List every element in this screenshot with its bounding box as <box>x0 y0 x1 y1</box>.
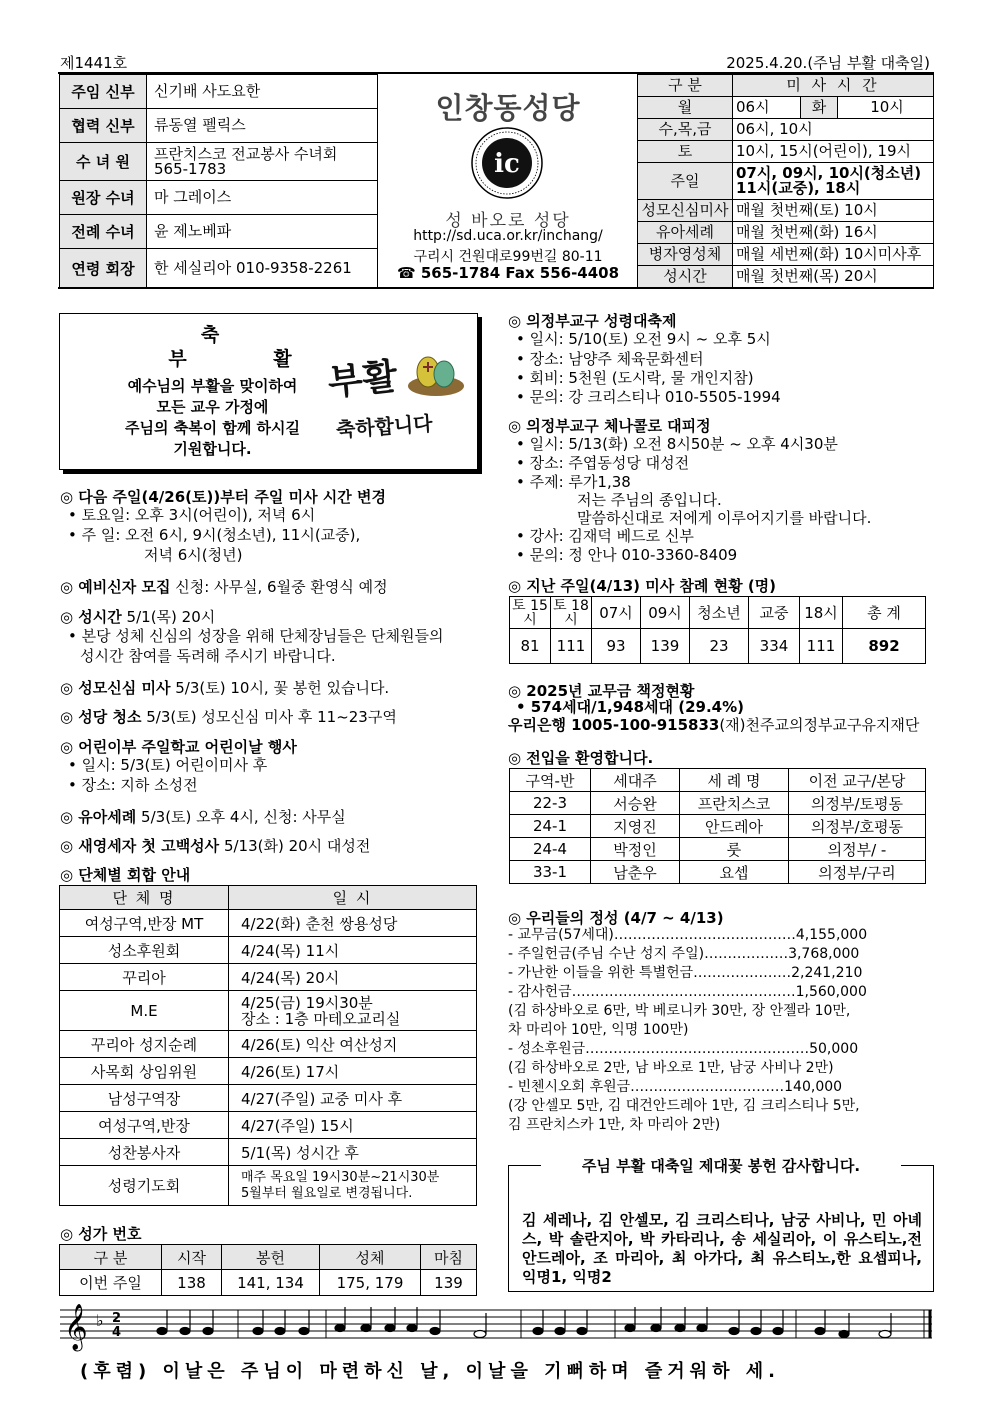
notice-line: • 일시: 5/13(화) 오전 8시50분 ~ 오후 4시30분 <box>516 435 838 453</box>
notice-line: • 장소: 남양주 체육문화센터 <box>516 350 704 368</box>
staff-name: 한 세실리아 010-9358-2261 <box>147 249 378 288</box>
notice-title: ◎ 성당 청소 <box>60 708 142 726</box>
staff-name: 마 그레이스 <box>147 181 378 215</box>
notice-line: • 주제: 루가1,38 <box>516 473 631 491</box>
easter-message-line: 주님의 축복이 함께 하시길 <box>124 419 301 437</box>
mass-row <box>638 244 934 266</box>
staff-row <box>60 215 378 249</box>
meeting-time <box>229 991 477 1031</box>
notice-line: • 강사: 김재덕 베드로 신부 <box>516 527 694 545</box>
table-row <box>60 1085 477 1112</box>
notice-marian-mass <box>60 677 389 698</box>
notice-line: • 토요일: 오후 3시(어린이), 저녁 6시 <box>68 506 316 524</box>
welcome-cell: 의정부/토평동 <box>789 792 926 815</box>
meeting-group: 성령기도회 <box>60 1166 229 1206</box>
mass-label: 화 <box>801 97 838 119</box>
meetings-header <box>60 886 477 910</box>
staff-row <box>60 143 378 181</box>
welcome-header-cell: 구역-반 <box>510 769 591 792</box>
welcome-table <box>509 768 926 884</box>
offering-line: - 가난한 이들을 위한 특별헌금…………………2,241,210 <box>508 965 863 981</box>
notice-infant-baptism <box>60 806 346 827</box>
mass-label: 병자영성체 <box>638 244 733 266</box>
bank-owner: (재)천주교의정부교구유지재단 <box>719 716 920 734</box>
welcome-cell: 프란치스코 <box>680 792 789 815</box>
mass-row <box>638 141 934 163</box>
mass-label: 토 <box>638 141 733 163</box>
meeting-group: M.E <box>60 991 229 1031</box>
notice-holy-hour <box>60 606 215 627</box>
offering-line: - 교무금(57세대)…………………………………4,155,000 <box>508 927 868 943</box>
issue-date: 2025.4.20.(주님 부활 대축일) <box>726 54 930 72</box>
meetings-header-group: 단 체 명 <box>60 886 229 910</box>
mass-row <box>638 266 934 288</box>
parish-url[interactable]: http://sd.uca.or.kr/inchang/ <box>413 228 603 244</box>
flower-thanks-title: 주님 부활 대축일 제대꽃 봉헌 감사합니다. <box>541 1154 901 1178</box>
notice-text: 5/3(토) 오후 4시, 신청: 사무실 <box>136 808 346 826</box>
hymn-cell: 175, 179 <box>320 1270 421 1296</box>
notice-dues-line: • 574세대/1,948세대 (29.4%) <box>516 698 744 716</box>
notice-line: • 문의: 강 크리스티나 010-5505-1994 <box>516 388 781 406</box>
notice-title: ◎ 예비신자 모집 <box>60 578 171 596</box>
welcome-cell: 33-1 <box>510 861 591 884</box>
attendance-header-cell: 총 계 <box>843 597 926 629</box>
notice-catechumen <box>60 576 388 597</box>
meeting-time: 4/22(화) 춘천 쌍용성당 <box>229 910 477 937</box>
parish-logo-icon <box>471 127 543 199</box>
notice-welcome-title: ◎ 전입을 환영합니다. <box>508 749 654 767</box>
notice-line: • 장소: 지하 소성전 <box>68 776 198 794</box>
easter-image-text-2: 축하합니다 <box>335 411 434 442</box>
offering-line: (김 하상바오로 6만, 박 베로니카 30만, 장 안젤라 10만, <box>508 1003 851 1019</box>
hymn-header: 마침 <box>421 1245 477 1270</box>
mass-label: 수,목,금 <box>638 119 733 141</box>
mass-value: 06시, 10시 <box>733 119 934 141</box>
mass-value <box>733 163 934 200</box>
mass-value: 매월 첫번째(토) 10시 <box>733 200 934 222</box>
welcome-cell: 요셉 <box>680 861 789 884</box>
welcome-cell: 박정인 <box>591 838 680 861</box>
time-signature-top: 2 <box>112 1311 122 1326</box>
staff-name <box>147 143 378 181</box>
notice-text: 5/3(토) 10시, 꽃 봉헌 있습니다. <box>170 679 390 697</box>
notice-line: 저는 주님의 종입니다. <box>577 491 722 509</box>
mass-row <box>638 119 934 141</box>
flower-thanks-box <box>508 1157 934 1292</box>
meeting-time-line: 4/25(금) 19시30분 <box>241 993 373 1012</box>
offering-line: - 빈첸시오회 후원금……………………………140,000 <box>508 1079 843 1095</box>
meeting-group: 여성구역,반장 <box>60 1112 229 1139</box>
treble-clef-icon: 𝄞 <box>64 1304 88 1350</box>
mass-row <box>638 200 934 222</box>
meeting-time: 4/26(토) 익산 여산성지 <box>229 1031 477 1058</box>
staff-name-line2: 565-1783 <box>154 159 227 178</box>
staff-table <box>59 74 378 288</box>
mass-value-line1: 07시, 09시, 10시(청소년) <box>736 164 922 182</box>
attendance-header-cell: 18시 <box>800 597 843 629</box>
staff-row <box>60 75 378 109</box>
parish-phone: ☎ 565-1784 Fax 556-4408 <box>396 264 620 282</box>
mass-value: 06시 <box>733 97 801 119</box>
mass-label: 월 <box>638 97 733 119</box>
welcome-cell: 의정부/ - <box>789 838 926 861</box>
table-row <box>60 1166 477 1206</box>
notice-text: 5/1(목) 20시 <box>121 608 216 626</box>
header-bottom-divider <box>58 287 934 289</box>
staff-name-line1: 프란치스코 전교봉사 수녀회 <box>154 144 338 163</box>
table-row <box>60 964 477 991</box>
table-row <box>510 861 926 884</box>
meeting-group: 사목회 상임위원 <box>60 1058 229 1085</box>
hymn-header: 구 분 <box>60 1245 162 1270</box>
notice-text: 5/13(화) 20시 대성전 <box>219 837 371 855</box>
issue-number: 제1441호 <box>60 54 128 72</box>
mass-value: 10시 <box>838 97 934 119</box>
notice-cleaning <box>60 706 397 727</box>
mass-label: 주일 <box>638 163 733 200</box>
table-row <box>60 937 477 964</box>
offering-line: 김 프란치스카 1만, 차 마리아 2만) <box>508 1117 721 1133</box>
offering-line: - 감사헌금…………………………………………1,560,000 <box>508 984 867 1000</box>
meeting-group: 꾸리아 <box>60 964 229 991</box>
offering-line: (강 안셀모 5만, 김 대건안드레아 1만, 김 크리스티나 5만, <box>508 1098 860 1114</box>
logo-text: ic <box>494 149 520 179</box>
attendance-header <box>510 597 926 629</box>
table-row <box>510 792 926 815</box>
notice-title: ◎ 성모신심 미사 <box>60 679 171 697</box>
hymns-header <box>60 1245 477 1270</box>
meeting-time: 4/24(목) 11시 <box>229 937 477 964</box>
attendance-cell: 139 <box>641 629 690 664</box>
welcome-cell: 22-3 <box>510 792 591 815</box>
welcome-cell: 룻 <box>680 838 789 861</box>
time-signature-bottom: 4 <box>112 1325 122 1340</box>
attendance-cell: 23 <box>690 629 749 664</box>
notice-dues-title: ◎ 2025년 교무금 책정현황 <box>508 682 695 700</box>
easter-message-line: 모든 교우 가정에 <box>156 398 269 416</box>
notice-line: 저녁 6시(청년) <box>144 546 243 564</box>
attendance-cell: 111 <box>800 629 843 664</box>
welcome-cell: 서승완 <box>591 792 680 815</box>
welcome-cell: 남춘우 <box>591 861 680 884</box>
notice-spirit-festival-title: ◎ 의정부교구 성령대축제 <box>508 312 677 330</box>
notice-offerings-title: ◎ 우리들의 정성 (4/7 ~ 4/13) <box>508 909 724 927</box>
notice-line: • 일시: 5/10(토) 오전 9시 ~ 오후 5시 <box>516 330 771 348</box>
offering-line: - 주일헌금(주님 수난 성지 주일)………………3,768,000 <box>508 946 860 962</box>
mass-header-left: 구 분 <box>638 75 733 97</box>
mass-label: 성시간 <box>638 266 733 288</box>
easter-title-2: 부 활 <box>168 348 332 370</box>
welcome-header-cell: 세 례 명 <box>680 769 789 792</box>
easter-egg-illustration <box>318 342 468 462</box>
notice-line: • 본당 성체 신심의 성장을 위해 단체장님들은 단체원들의 <box>68 627 444 645</box>
hymn-header: 시작 <box>162 1245 222 1270</box>
staff-role: 원장 수녀 <box>60 181 147 215</box>
meeting-time: 4/27(주일) 15시 <box>229 1112 477 1139</box>
flat-icon: ♭ <box>96 1311 104 1330</box>
notice-line: • 문의: 정 안나 010-3360-8409 <box>516 546 738 564</box>
staff-row <box>60 181 378 215</box>
patron-saint: 성 바오로 성당 <box>445 211 571 231</box>
notice-mass-change-title: ◎ 다음 주일(4/26(토))부터 주일 미사 시간 변경 <box>60 488 386 506</box>
mass-value-line2: 11시(교중), 18시 <box>736 179 861 197</box>
offering-line: - 성소후원금…………………………………………50,000 <box>508 1041 859 1057</box>
attendance-cell: 93 <box>592 629 641 664</box>
meeting-time <box>229 1166 477 1206</box>
attendance-header-cell: 토 15시 <box>510 597 551 629</box>
notice-text: 신청: 사무실, 6월중 환영식 예정 <box>170 578 388 596</box>
hymns-table <box>59 1244 477 1296</box>
meeting-time: 4/27(주일) 교중 미사 후 <box>229 1085 477 1112</box>
notice-line: 성시간 참여를 독려해 주시기 바랍니다. <box>80 647 336 665</box>
attendance-header-cell: 토 18시 <box>551 597 592 629</box>
welcome-cell: 지영진 <box>591 815 680 838</box>
notice-line: • 장소: 주엽동성당 대성전 <box>516 454 690 472</box>
staff-name: 윤 제노베파 <box>147 215 378 249</box>
mass-value: 매월 첫번째(화) 16시 <box>733 222 934 244</box>
meetings-table <box>59 885 477 1206</box>
bank-account: 우리은행 1005-100-915833 <box>508 716 720 734</box>
meeting-time: 4/26(토) 17시 <box>229 1058 477 1085</box>
welcome-header-cell: 이전 교구/본당 <box>789 769 926 792</box>
parish-address: 구리시 건원대로99번길 80-11 <box>413 249 603 265</box>
parish-name: 인창동성당 <box>435 91 581 125</box>
notice-title: ◎ 유아세례 <box>60 808 137 826</box>
notice-attendance-title: ◎ 지난 주일(4/13) 미사 참례 현황 (명) <box>508 577 777 595</box>
hymn-cell: 139 <box>421 1270 477 1296</box>
staff-row <box>60 109 378 143</box>
notice-text: 5/3(토) 성모신심 미사 후 11~23구역 <box>141 708 397 726</box>
staff-role: 협력 신부 <box>60 109 147 143</box>
attendance-table <box>509 596 926 664</box>
notice-hymns-title: ◎ 성가 번호 <box>60 1225 142 1243</box>
notice-line: • 회비: 5천원 (도시락, 물 개인지참) <box>516 369 754 387</box>
attendance-header-cell: 청소년 <box>690 597 749 629</box>
hymn-header: 봉헌 <box>222 1245 320 1270</box>
staff-role: 전례 수녀 <box>60 215 147 249</box>
meetings-header-time: 일 시 <box>229 886 477 910</box>
easter-title-1: 축 <box>200 324 220 346</box>
mass-times-table <box>637 74 934 288</box>
mass-header-right: 미 사 시 간 <box>733 75 934 97</box>
table-row <box>60 1031 477 1058</box>
attendance-header-cell: 07시 <box>592 597 641 629</box>
table-row <box>60 1139 477 1166</box>
staff-role: 주임 신부 <box>60 75 147 109</box>
meeting-time: 4/24(목) 20시 <box>229 964 477 991</box>
notice-line: • 일시: 5/3(토) 어린이미사 후 <box>68 756 268 774</box>
welcome-cell: 안드레아 <box>680 815 789 838</box>
notice-first-confession <box>60 835 370 856</box>
easter-message-line: 기원합니다. <box>173 440 252 458</box>
notice-children-day-title: ◎ 어린이부 주일학교 어린이날 행사 <box>60 738 297 756</box>
welcome-cell: 의정부/호평동 <box>789 815 926 838</box>
attendance-cell: 81 <box>510 629 551 664</box>
hymn-cell: 141, 134 <box>222 1270 320 1296</box>
mass-row <box>638 97 934 119</box>
easter-message <box>70 376 355 460</box>
hymn-cell: 138 <box>162 1270 222 1296</box>
meeting-time: 5/1(목) 성시간 후 <box>229 1139 477 1166</box>
mass-row <box>638 163 934 200</box>
table-row <box>60 1058 477 1085</box>
meeting-group: 성소후원회 <box>60 937 229 964</box>
hymn-cell: 이번 주일 <box>60 1270 162 1296</box>
easter-image-text-1: 부활 <box>325 354 400 405</box>
notice-line: 말씀하신대로 저에게 이루어지기를 바랍니다. <box>577 509 872 527</box>
notice-title: ◎ 성시간 <box>60 608 122 626</box>
offering-line: 차 마리아 10만, 익명 100만) <box>508 1022 689 1038</box>
welcome-header <box>510 769 926 792</box>
attendance-cell: 111 <box>551 629 592 664</box>
staff-name: 신기배 사도요한 <box>147 75 378 109</box>
meeting-time-line: 매주 목요일 19시30분~21시30분 <box>241 1169 440 1185</box>
meeting-group: 성찬봉사자 <box>60 1139 229 1166</box>
welcome-cell: 의정부/구리 <box>789 861 926 884</box>
easter-greeting-box <box>59 313 478 470</box>
notice-meetings-title: ◎ 단체별 회합 안내 <box>60 866 191 884</box>
table-row <box>510 815 926 838</box>
mass-value: 10시, 15시(어린이), 19시 <box>733 141 934 163</box>
easter-message-line: 예수님의 부활을 맞이하여 <box>127 377 298 395</box>
notice-title: ◎ 새영세자 첫 고백성사 <box>60 837 220 855</box>
mass-value: 매월 첫번째(목) 20시 <box>733 266 934 288</box>
offering-line: (김 하상바오로 2만, 남 바오로 1만, 남궁 사비나 2만) <box>508 1060 834 1076</box>
welcome-cell: 24-1 <box>510 815 591 838</box>
mass-row <box>638 222 934 244</box>
attendance-cell: 334 <box>749 629 800 664</box>
table-row <box>510 838 926 861</box>
staff-role: 수 녀 원 <box>60 143 147 181</box>
mass-value: 매월 세번째(화) 10시미사후 <box>733 244 934 266</box>
meeting-group: 남성구역장 <box>60 1085 229 1112</box>
music-notes <box>157 1307 891 1338</box>
table-row <box>60 1112 477 1139</box>
welcome-cell: 24-4 <box>510 838 591 861</box>
attendance-header-cell: 09시 <box>641 597 690 629</box>
welcome-header-cell: 세대주 <box>591 769 680 792</box>
notice-line: • 주 일: 오전 6시, 9시(청소년), 11시(교중), <box>68 526 361 544</box>
attendance-header-cell: 교중 <box>749 597 800 629</box>
table-row <box>60 910 477 937</box>
notice-cenacle-title: ◎ 의정부교구 체나콜로 대피정 <box>508 417 711 435</box>
mass-label: 유아세례 <box>638 222 733 244</box>
table-row <box>60 1270 477 1296</box>
table-row <box>510 629 926 664</box>
attendance-total: 892 <box>843 629 926 664</box>
staff-row <box>60 249 378 288</box>
notice-dues-account <box>508 716 919 735</box>
meeting-group: 꾸리아 성지순례 <box>60 1031 229 1058</box>
staff-role: 연령 회장 <box>60 249 147 288</box>
flower-thanks-body: 김 세레나, 김 안셀모, 김 크리스티나, 남궁 사비나, 민 아녜스, 박 솔란지아, 박 카타리나, 송 세실리아, 이 유스티노,전 안드레아, 조 마리아, 최 아가다, 최 유스티노,한 요셉피나, 익명1, 익명2 <box>522 1211 922 1286</box>
meeting-time-line: 5월부터 월요일로 변경됩니다. <box>241 1185 413 1201</box>
parish-block <box>380 74 636 286</box>
table-row <box>60 991 477 1031</box>
mass-label: 성모신심미사 <box>638 200 733 222</box>
meeting-group: 여성구역,반장 MT <box>60 910 229 937</box>
meeting-time-line: 장소 : 1층 마테오교리실 <box>241 1009 401 1028</box>
mass-times-header <box>638 75 934 97</box>
hymn-header: 성체 <box>320 1245 421 1270</box>
staff-name: 류동열 펠릭스 <box>147 109 378 143</box>
refrain-lyrics: (후렴) 이날은 주님이 마련하신 날, 이날을 기뻐하며 즐거워하 세. <box>80 1361 780 1382</box>
